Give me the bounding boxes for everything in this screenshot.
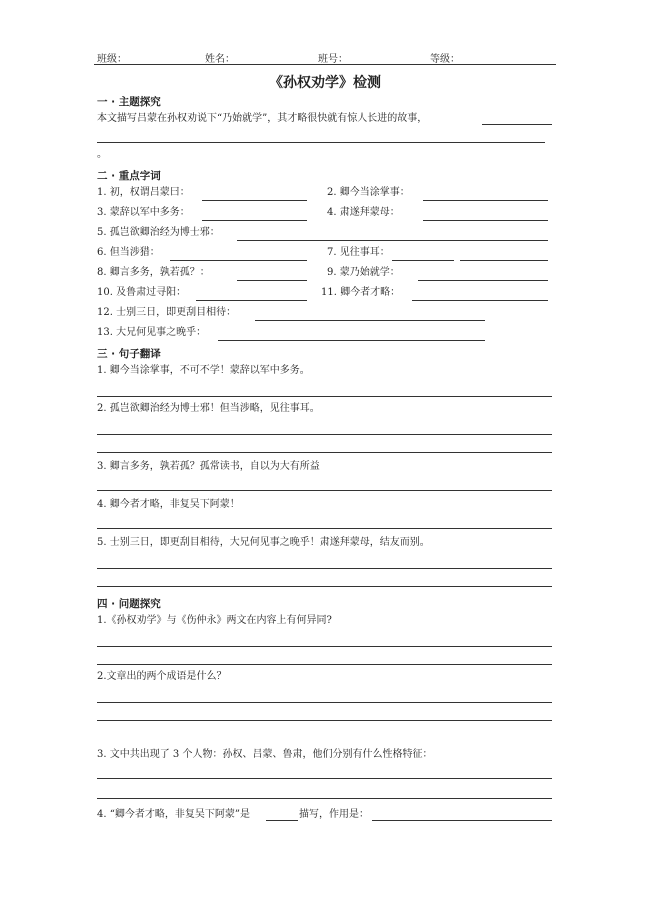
vocab-answer-line[interactable] bbox=[418, 280, 548, 281]
vocab-item: 10. 及鲁肃过寻阳： bbox=[97, 287, 187, 298]
name-label: 姓名： bbox=[205, 54, 235, 65]
question-answer-line[interactable] bbox=[97, 664, 552, 665]
translation-answer-line[interactable] bbox=[97, 568, 552, 569]
vocab-item: 6. 但当涉猎： bbox=[97, 247, 160, 258]
translation-answer-line[interactable] bbox=[97, 528, 552, 529]
theme-question: 本文描写吕蒙在孙权劝说下“乃始就学”，其才略很快就有惊人长进的故事， bbox=[97, 113, 428, 124]
vocab-item: 3. 蒙辞以军中多务： bbox=[97, 207, 190, 218]
section-heading-theme: 一 · 主题探究 bbox=[97, 96, 161, 108]
translation-answer-line[interactable] bbox=[97, 452, 552, 453]
vocab-answer-line[interactable] bbox=[255, 320, 485, 321]
question-answer-line[interactable] bbox=[97, 798, 552, 799]
question-item-continuation: 描写，作用是： bbox=[299, 809, 369, 820]
vocab-item: 9. 蒙乃始就学： bbox=[327, 267, 400, 278]
section-heading-translation: 三 · 句子翻译 bbox=[97, 348, 161, 360]
theme-answer-line[interactable] bbox=[482, 124, 552, 125]
translation-answer-line[interactable] bbox=[97, 490, 552, 491]
vocab-answer-line[interactable] bbox=[218, 340, 485, 341]
vocab-answer-line[interactable] bbox=[423, 200, 548, 201]
translation-answer-line[interactable] bbox=[97, 396, 552, 397]
question-answer-line[interactable] bbox=[372, 820, 552, 821]
translation-item: 2. 孤岂欲卿治经为博士邪！但当涉略，见往事耳。 bbox=[97, 403, 320, 414]
translation-item: 1. 卿今当涂掌事，不可不学！蒙辞以军中多务。 bbox=[97, 365, 310, 376]
vocab-item: 1. 初，权谓吕蒙曰： bbox=[97, 187, 190, 198]
theme-end-mark: 。 bbox=[97, 149, 107, 160]
vocab-answer-line[interactable] bbox=[202, 220, 307, 221]
vocab-item: 2. 卿今当涂掌事： bbox=[327, 187, 410, 198]
translation-answer-line[interactable] bbox=[97, 434, 552, 435]
vocab-item: 11. 卿今者才略： bbox=[321, 287, 401, 298]
vocab-answer-line[interactable] bbox=[460, 260, 548, 261]
translation-answer-line[interactable] bbox=[97, 586, 552, 587]
question-item: 2.文章出的两个成语是什么？ bbox=[97, 671, 227, 682]
question-answer-line[interactable] bbox=[97, 778, 552, 779]
vocab-answer-line[interactable] bbox=[392, 260, 454, 261]
vocab-answer-line[interactable] bbox=[202, 200, 307, 201]
question-item: 1.《孙权劝学》与《伤仲永》两文在内容上有何异同? bbox=[97, 615, 332, 626]
vocab-answer-line[interactable] bbox=[237, 280, 307, 281]
vocab-answer-line[interactable] bbox=[412, 300, 548, 301]
vocab-answer-line[interactable] bbox=[170, 260, 307, 261]
vocab-item: 13. 大兄何见事之晚乎： bbox=[97, 327, 207, 338]
translation-item: 4. 卿今者才略，非复吴下阿蒙！ bbox=[97, 499, 240, 510]
class-label: 班级： bbox=[97, 54, 127, 65]
question-answer-line[interactable] bbox=[97, 646, 552, 647]
class-number-label: 班号： bbox=[318, 54, 348, 65]
question-item: 3. 文中共出现了 3 个人物：孙权、吕蒙、鲁肃，他们分别有什么性格特征： bbox=[97, 749, 433, 760]
vocab-item: 4. 肃遂拜蒙母： bbox=[327, 207, 400, 218]
question-answer-line[interactable] bbox=[97, 702, 552, 703]
theme-answer-line[interactable] bbox=[97, 142, 545, 143]
vocab-answer-line[interactable] bbox=[423, 220, 548, 221]
question-item: 4. “卿今者才略，非复吴下阿蒙”是 bbox=[97, 809, 250, 820]
translation-item: 3. 卿言多务，孰若孤？孤常读书，自以为大有所益 bbox=[97, 461, 320, 472]
vocab-answer-line[interactable] bbox=[237, 240, 548, 241]
question-answer-line[interactable] bbox=[97, 720, 552, 721]
vocab-item: 7. 见往事耳： bbox=[327, 247, 390, 258]
question-blank-line[interactable] bbox=[266, 820, 298, 821]
vocab-answer-line[interactable] bbox=[196, 300, 307, 301]
vocab-item: 5. 孤岂欲卿治经为博士邪： bbox=[97, 227, 220, 238]
vocab-item: 12. 士别三日，即更刮目相待： bbox=[97, 307, 237, 318]
section-heading-vocab: 二 · 重点字词 bbox=[97, 170, 161, 182]
page-title: 《孙权劝学》检测 bbox=[269, 75, 381, 91]
grade-label: 等级： bbox=[430, 54, 460, 65]
section-heading-questions: 四 · 问题探究 bbox=[97, 598, 161, 610]
translation-item: 5. 士别三日，即更刮目相待，大兄何见事之晚乎！肃遂拜蒙母，结友而别。 bbox=[97, 537, 430, 548]
vocab-item: 8. 卿言多务，孰若孤？： bbox=[97, 267, 210, 278]
header-rule bbox=[94, 64, 556, 65]
